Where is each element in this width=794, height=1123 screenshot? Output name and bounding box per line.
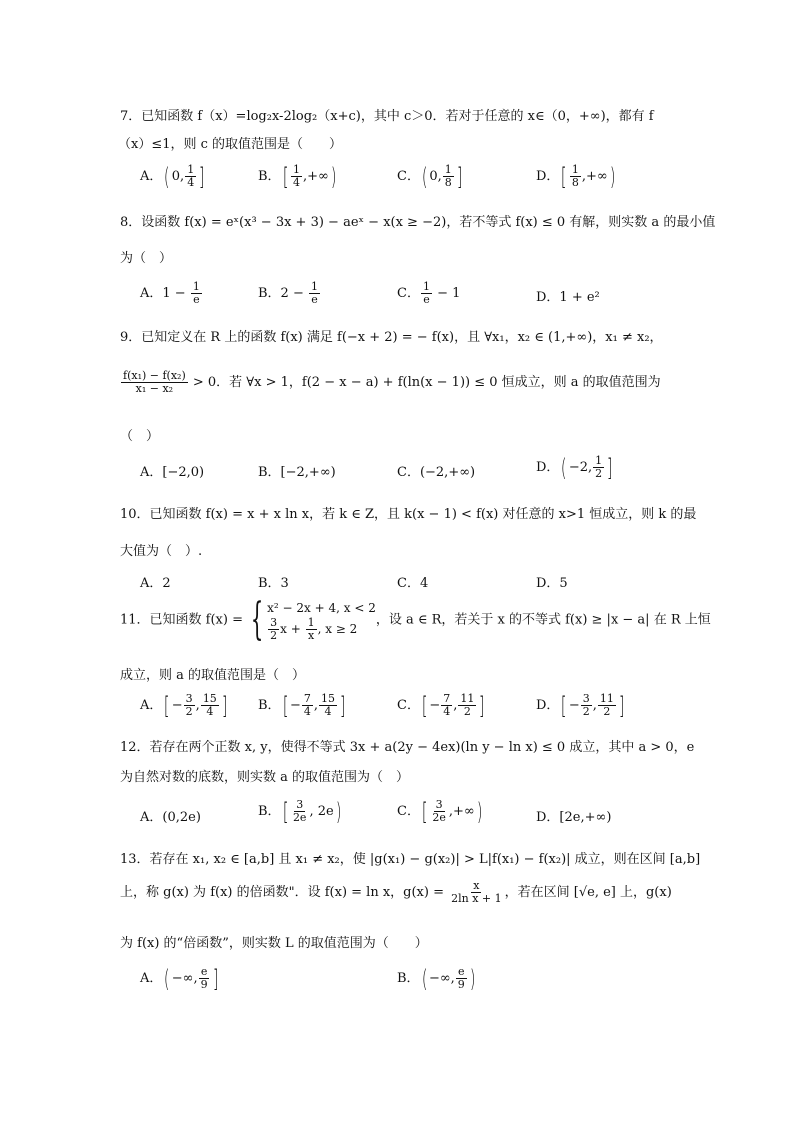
q7-line1: 7．已知函数 f（x）=log₂x-2log₂（x+c)，其中 c＞0．若对于任意的 x∈（0，+∞)，都有 f [120, 109, 654, 124]
q9-option-b[interactable]: B．[−2,+∞) [258, 465, 336, 480]
q7-line2: （x）≤1，则 c 的取值范围是（ ） [118, 137, 343, 152]
q8-option-a[interactable]: A．1 − $\frac{1}{e}$ [140, 280, 200, 306]
q12-line2: 为自然对数的底数，则实数 a 的取值范围为（ ） [120, 770, 410, 785]
q13-option-b[interactable]: B．( −∞, $\frac{e}{9}$ ) [397, 964, 476, 993]
q12-option-d[interactable]: D．[2e,+∞) [536, 810, 612, 825]
q12-option-c[interactable]: C．[ $\frac{3}{2e}$ ,+∞) [397, 797, 483, 826]
q11-line2: 成立，则 a 的取值范围是（ ） [120, 668, 306, 683]
q11-option-c[interactable]: C．[ − $\frac{7}{4}$ , $\frac{11}{2}$ ] [397, 691, 485, 720]
q7-option-d[interactable]: D．[ $\frac{1}{8}$ ,+∞) [536, 162, 616, 191]
q10-option-d[interactable]: D．5 [536, 576, 568, 591]
q7-option-b[interactable]: B．[ $\frac{1}{4}$ ,+∞) [258, 162, 337, 191]
q9-option-c[interactable]: C．(−2,+∞) [397, 465, 476, 480]
q9-option-a[interactable]: A．[−2,0) [140, 465, 205, 480]
q11-piecewise: { x² − 2x + 4, x < 2 $\frac{3}{2}$ x + $\frac{1}{x}$ , x ≥ 2 [250, 594, 376, 645]
q7-option-a[interactable]: A．( 0, $\frac{1}{4}$ ] [140, 162, 205, 191]
q7-option-c[interactable]: C．( 0, $\frac{1}{8}$ ] [397, 162, 463, 191]
q12-line1: 12．若存在两个正数 x, y，使得不等式 3x + a(2y − 4ex)(ln y − ln x) ≤ 0 成立，其中 a > 0，e [120, 740, 695, 755]
q10-line2: 大值为（ ）. [120, 544, 203, 559]
q9-line2: $\frac{\text{f(x₁) − f(x₂)}}{\text{x₁ − x₂}}$ > 0．若 ∀x > 1，f(2 − x − a) + f(ln(x − 1)) ≤ 0 恒成立，则 a 的取值范围为 [123, 369, 661, 395]
q10-option-c[interactable]: C．4 [397, 576, 429, 591]
q11-option-a[interactable]: A．[ − $\frac{3}{2}$ , $\frac{15}{4}$ ] [140, 691, 228, 720]
q9-line1: 9．已知定义在 R 上的函数 f(x) 满足 f(−x + 2) = − f(x)，且 ∀x₁，x₂ ∈ (1,+∞)，x₁ ≠ x₂， [120, 330, 663, 345]
q13-option-a[interactable]: A．( −∞, $\frac{e}{9}$ ] [140, 964, 219, 993]
q9-line3: （ ） [120, 429, 160, 444]
q10-option-a[interactable]: A．2 [140, 576, 171, 591]
q11-line1: 11．已知函数 f(x) = { x² − 2x + 4, x < 2 $\frac{3}{2}$ x + $\frac{1}{x}$ , x ≥ 2 ，设 a ∈ R，若关于 x 的不等式 f(x) ≥ |x − a| 在 R 上恒 [120, 594, 711, 645]
q13-line3: 为 f(x) 的“倍函数”，则实数 L 的取值范围为（ ） [120, 936, 428, 951]
q11-option-b[interactable]: B．[ − $\frac{7}{4}$ , $\frac{15}{4}$ ] [258, 691, 346, 720]
q10-line1: 10．已知函数 f(x) = x + x ln x，若 k ∈ Z，且 k(x − 1) < f(x) 对任意的 x>1 恒成立，则 k 的最 [120, 507, 697, 522]
q8-option-c[interactable]: C． $\frac{1}{e}$ − 1 [397, 280, 461, 306]
q11-option-d[interactable]: D．[ − $\frac{3}{2}$ , $\frac{11}{2}$ ] [536, 691, 625, 720]
q8-line2: 为（ ） [120, 251, 173, 266]
q13-line1: 13．若存在 x₁, x₂ ∈ [a,b] 且 x₁ ≠ x₂，使 |g(x₁) − g(x₂)| > L|f(x₁) − f(x₂)| 成立，则在区间 [a,b] [120, 852, 701, 867]
q9-option-d[interactable]: D．( −2, $\frac{1}{2}$ ] [536, 453, 613, 482]
q8-line1: 8．设函数 f(x) = eˣ(x³ − 3x + 3) − aeˣ − x(x ≥ −2)，若不等式 f(x) ≤ 0 有解，则实数 a 的最小值 [120, 215, 716, 230]
q10-option-b[interactable]: B．3 [258, 576, 289, 591]
q12-option-a[interactable]: A．(0,2e) [140, 810, 201, 825]
q12-option-b[interactable]: B．[ $\frac{3}{2e}$ , 2e) [258, 797, 342, 826]
q13-line2: 上，称 g(x) 为 f(x) 的倍函数"．设 f(x) = ln x，g(x) = $\frac{x}{\text{2ln x + 1}}$ ，若在区间 [√e, e] 上，g(x) [120, 879, 672, 905]
q8-option-b[interactable]: B．2 − $\frac{1}{e}$ [258, 280, 318, 306]
q8-option-d[interactable]: D．1 + e² [536, 290, 600, 305]
